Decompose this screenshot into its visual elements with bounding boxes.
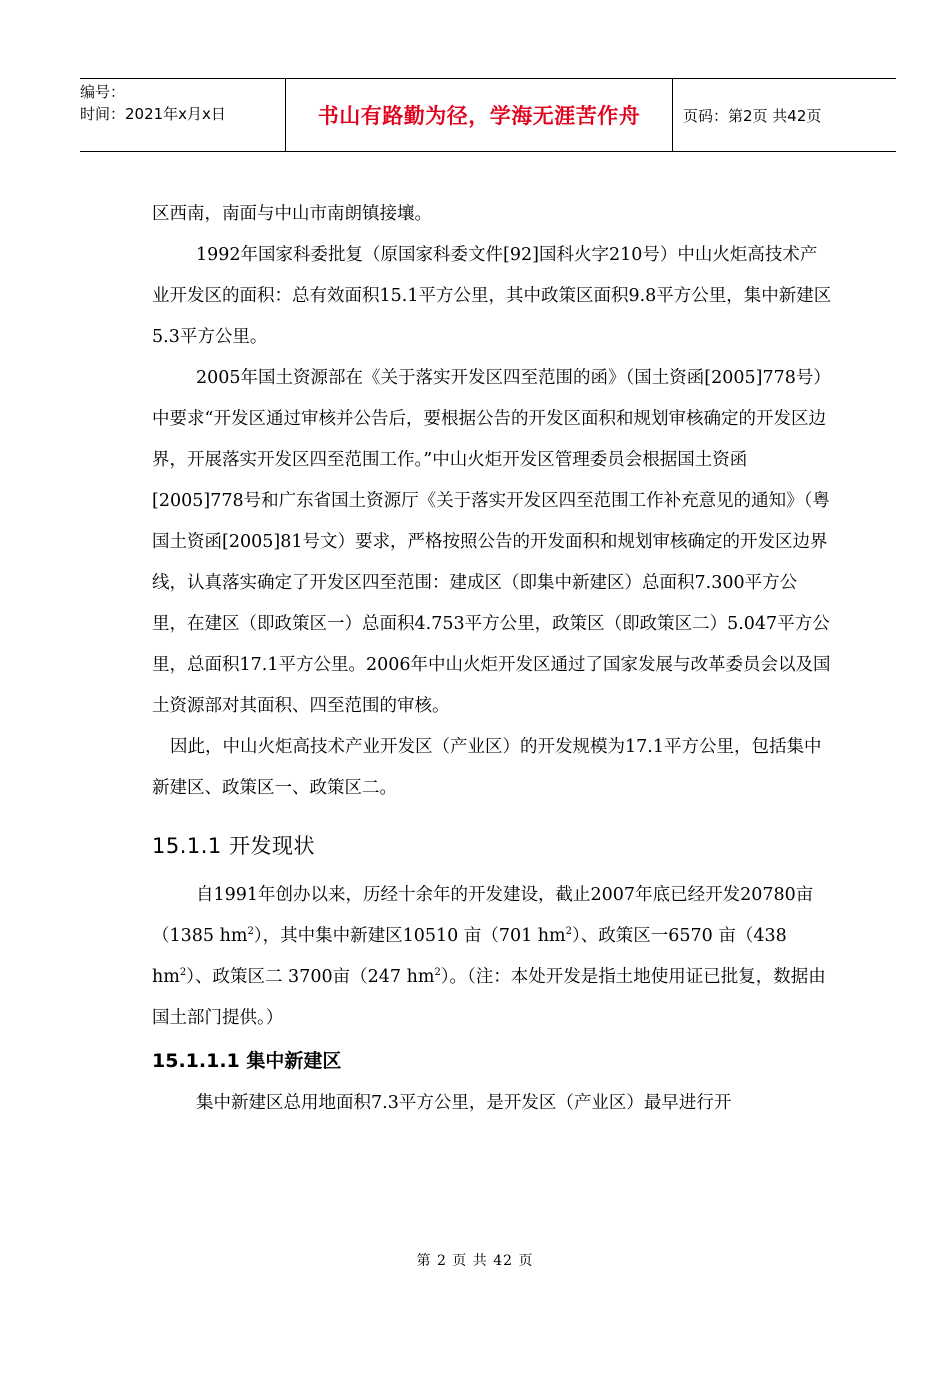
paragraph-3: 2005年国土资源部在《关于落实开发区四至范围的函》（国土资函[2005]778号）中要求“开发区通过审核并公告后，要根据公告的开发区面积和规划审核确定的开发区边界，开展落实开发区四至范围工作。”中山火炬开发区管理委员会根据国土资函[2005]778号和广东省国土资源厅《关于落实开发区四至范围工作补充意见的通知》（粤国土资函[2005]81号文）要求，严格按照公告的开发面积和规划审核确定的开发区边界线，认真落实确定了开发区四至范围：建成区（即集中新建区）总面积7.300平方公里，在建区（即政策区一）总面积4.753平方公里，政策区（即政策区二）5.047平方公里，总面积17.1平方公里。2006年中山火炬开发区通过了国家发展与改革委员会以及国土资源部对其面积、四至范围的审核。	[152, 368, 831, 716]
paragraph-5: 自1991年创办以来，历经十余年的开发建设，截止2007年底已经开发20780亩（1385 $hm^2$），其中集中新建区10510 亩（701 $hm^2$）、政策区一6570 亩（438 $hm^2$）、政策区二 3700亩（247 $hm^2$）。（注：本处开发是指土地使用证已批复，数据由国土部门提供。）	[152, 885, 826, 1028]
paragraph-6: 集中新建区总用地面积7.3平方公里，是开发区（产业区）最早进行开	[196, 1093, 732, 1113]
header-page-info: 页码：第2页 共42页	[683, 106, 822, 125]
paragraph-2: 1992年国家科委批复（原国家科委文件[92]国科火字210号）中山火炬高技术产业开发区的面积：总有效面积15.1平方公里，其中政策区面积9.8平方公里，集中新建区5.3平方公里。	[152, 245, 832, 347]
superscript: 2	[247, 926, 254, 938]
header-meta	[80, 79, 286, 151]
paragraph-4: 因此，中山火炬高技术产业开发区（产业区）的开发规模为17.1平方公里，包括集中新建区、政策区一、政策区二。	[152, 737, 822, 798]
section-heading-15-1-1: 15.1.1 开发现状	[152, 834, 315, 858]
document-number-label: 编号：	[80, 83, 126, 101]
header-motto: 书山有路勤为径，学海无涯苦作舟	[286, 79, 673, 151]
document-body	[152, 194, 832, 1124]
document-time-label: 时间：2021年x月x日	[80, 105, 226, 123]
paragraph-1: 区西南，南面与中山市南朗镇接壤。	[152, 204, 432, 224]
superscript: 2	[434, 967, 441, 979]
subsection-heading-15-1-1-1: 15.1.1.1 集中新建区	[152, 1050, 342, 1072]
page-header	[80, 78, 896, 152]
superscript: 2	[179, 967, 187, 979]
superscript: 2	[565, 926, 573, 938]
page-footer: 第 2 页 共 42 页	[416, 1253, 534, 1269]
